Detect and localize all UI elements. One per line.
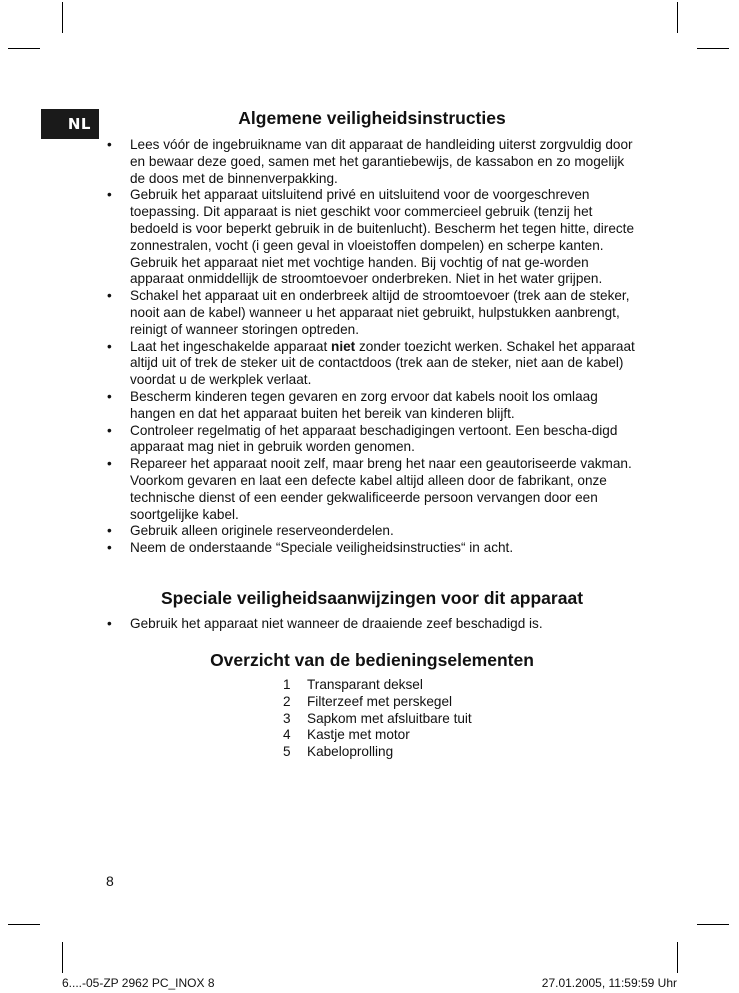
list-item-text: Gebruik alleen originele reserveonderdelen. <box>130 523 394 539</box>
special-safety-list <box>107 616 637 633</box>
section-title-controls-overview: Overzicht van de bedieningselementen <box>210 650 534 670</box>
bullet: • <box>107 288 112 304</box>
bullet: • <box>107 422 112 438</box>
crop-mark <box>62 942 63 973</box>
footer-right: 27.01.2005, 11:59:59 Uhr <box>541 976 677 990</box>
parts-list <box>283 677 472 761</box>
crop-mark <box>8 48 40 49</box>
part-number: 1 <box>283 677 291 692</box>
crop-mark <box>677 942 678 973</box>
part-item <box>283 744 472 761</box>
bullet: • <box>107 523 112 539</box>
part-number: 3 <box>283 710 291 726</box>
crop-mark <box>8 924 40 925</box>
list-item-text: Repareer het apparaat nooit zelf, maar breng het naar een geautoriseerde vakman. Voorkom gevaren en laat een defecte kabel altijd alleen door de fabrikant, onze technische dienst of een eender gekwalificeerde persoon vervangen door een soortgelijke kabel. <box>130 456 632 522</box>
page-number: 8 <box>106 873 114 889</box>
list-item <box>107 137 637 187</box>
list-item-text: Neem de onderstaande “Speciale veiligheidsinstructies“ in acht. <box>130 540 514 556</box>
section-title-special-safety: Speciale veiligheidsaanwijzingen voor dit apparaat <box>160 588 584 608</box>
list-item <box>107 423 637 457</box>
list-item-text: Gebruik het apparaat uitsluitend privé en uitsluitend voor de voorgeschreven toepassing. Dit apparaat is niet geschikt voor commercieel gebruik (tenzij het bedoeld is voor beperkt gebruik in de buitenlucht). Bescherm het tegen hitte, directe zonnestralen, vocht (i geen geval in vloeistoffen dompelen) en scherpe kanten. Gebruik het apparaat niet met vochtige handen. Bij vochtig of nat ge-worden apparaat onmiddellijk de stroomtoevoer onderbreken. Niet in het water grijpen. <box>130 187 635 287</box>
part-label: Kastje met motor <box>307 727 410 743</box>
list-item-text: Bescherm kinderen tegen gevaren en zorg ervoor dat kabels nooit los omlaag hangen en dat het apparaat buiten het bereik van kinderen blijft. <box>130 388 598 421</box>
list-item <box>107 389 637 423</box>
part-label: Transparant deksel <box>307 677 423 692</box>
language-tab: NL <box>41 109 99 139</box>
list-item-text <box>130 339 637 389</box>
list-item <box>107 339 637 389</box>
part-label: Filterzeef met perskegel <box>307 693 453 709</box>
list-item <box>107 540 637 557</box>
part-number: 5 <box>283 744 291 760</box>
part-item <box>283 677 472 694</box>
crop-mark <box>677 2 678 33</box>
list-item <box>107 523 637 540</box>
bullet: • <box>107 137 112 152</box>
bullet: • <box>107 388 112 404</box>
list-item <box>107 616 637 633</box>
list-item <box>107 456 637 523</box>
part-item <box>283 694 472 711</box>
crop-mark <box>697 924 729 925</box>
list-item-text: Lees vóór de ingebruikname van dit apparaat de handleiding uiterst zorgvuldig door en bewaar deze goed, samen met het garantiebewijs, de kassabon en zo mogelijk de doos met de binnenverpakking. <box>130 137 633 186</box>
bullet: • <box>107 616 112 631</box>
bullet: • <box>107 187 112 203</box>
part-label: Sapkom met afsluitbare tuit <box>307 710 472 726</box>
list-item-text: Controleer regelmatig of het apparaat beschadigingen vertoont. Een bescha-digd apparaat mag niet in gebruik worden genomen. <box>130 422 618 455</box>
part-number: 4 <box>283 727 291 743</box>
list-item-text: Schakel het apparaat uit en onderbreek altijd de stroomtoevoer (trek aan de steker, nooit aan de kabel) wanneer u het apparaat niet gebruikt, hulpstukken aanbrengt, reinigt of wanneer storingen optreden. <box>130 288 630 337</box>
part-item <box>283 727 472 744</box>
emphasis-niet: niet <box>331 338 356 354</box>
crop-mark <box>62 2 63 33</box>
text-run: zonder toezicht werken. Schakel het apparaat altijd uit of trek de steker uit de contactdoos (trek aan de steker, niet aan de kabel) voordat u de werkplek verlaat. <box>130 338 635 388</box>
bullet: • <box>107 456 112 472</box>
crop-mark <box>697 48 729 49</box>
footer-left: 6....-05-ZP 2962 PC_INOX 8 <box>62 976 215 990</box>
part-item <box>283 711 472 728</box>
general-safety-list <box>107 137 637 557</box>
bullet: • <box>107 338 112 354</box>
list-item <box>107 288 637 338</box>
list-item <box>107 187 637 288</box>
text-run: Laat het ingeschakelde apparaat <box>130 338 332 354</box>
list-item-text: Gebruik het apparaat niet wanneer de draaiende zeef beschadigd is. <box>130 616 543 631</box>
part-number: 2 <box>283 693 291 709</box>
section-title-general-safety: Algemene veiligheidsinstructies <box>238 108 506 128</box>
part-label: Kabeloprolling <box>307 744 394 760</box>
bullet: • <box>107 540 112 556</box>
